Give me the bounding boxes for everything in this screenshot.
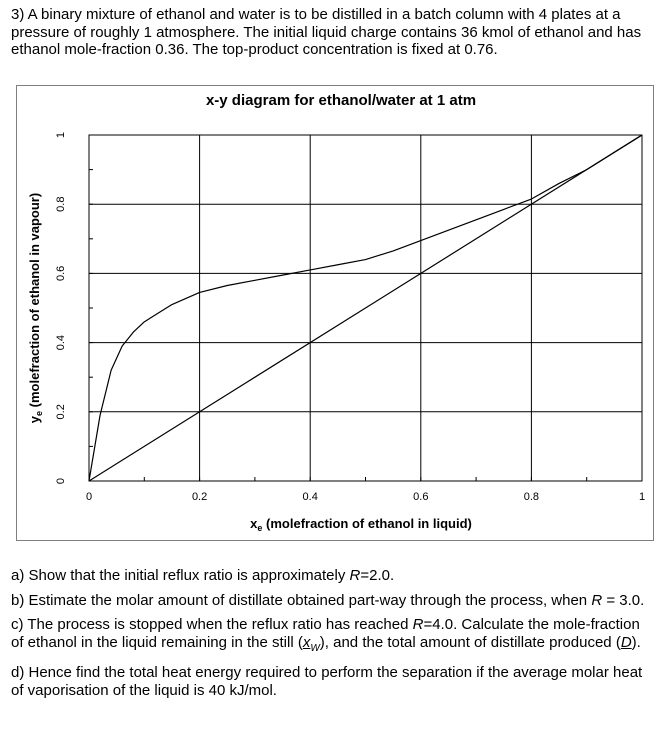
xy-diagram-chart: [17, 86, 655, 542]
question-a: [11, 567, 646, 585]
x-axis-label: [250, 516, 472, 533]
x-axis-label-var: x: [250, 516, 258, 531]
y-tick-label: 0.4: [55, 334, 67, 351]
x-axis-label-text: (molefraction of ethanol in liquid): [262, 516, 472, 531]
diagonal-line: [89, 135, 642, 481]
questions-section: [11, 567, 646, 707]
question-d: [11, 664, 646, 699]
question-c-D: D: [620, 633, 632, 651]
question-b-text: b) Estimate the molar amount of distillate obtained part-way through the process, when: [11, 591, 592, 609]
question-b-var: R: [591, 591, 603, 609]
problem-statement: [11, 6, 651, 59]
question-c-mid2: ), and the total amount of distillate produced (: [319, 633, 621, 651]
question-c-xw-main: x: [302, 633, 311, 651]
question-c-end: ).: [631, 633, 641, 651]
question-b: [11, 592, 646, 610]
x-axis-label-sub: e: [257, 523, 263, 533]
question-c: [11, 616, 646, 657]
y-tick-label: 1: [55, 131, 67, 139]
question-c-xw-sub: W: [310, 642, 320, 654]
x-tick-label: 0: [85, 491, 93, 503]
y-tick-label: 0: [55, 477, 67, 485]
y-tick-label: 0.2: [55, 404, 67, 420]
x-tick-label: 0.8: [523, 491, 540, 503]
question-a-end: =2.0.: [360, 567, 395, 584]
series-group: [89, 135, 642, 481]
y-tick-label: 0.6: [55, 265, 67, 282]
x-tick-label: 0.4: [302, 491, 318, 503]
question-c-text: c) The process is stopped when the reflux ratio has reached: [11, 616, 413, 634]
x-tick-label: 1: [638, 491, 646, 503]
question-c-mid1: =4.0. Calculate the mole-fraction of ethanol in the liquid remaining in the still (: [11, 616, 640, 651]
y-axis-label-var: y: [27, 415, 42, 424]
question-c-var: R: [412, 616, 424, 634]
question-c-xw: [302, 633, 320, 654]
question-d-text: d) Hence find the total heat energy required to perform the separation if the average molar heat of vaporisation of the liquid is 40 kJ/mol.: [11, 664, 643, 699]
problem-text: 3) A binary mixture of ethanol and water is to be distilled in a batch column with 4 plates at a pressure of roughly 1 atmosphere. The initial liquid charge contains 36 kmol of ethanol and has ethanol mole-fraction 0.36. The top-product concentration is fixed at 0.76.: [11, 6, 642, 59]
chart-title: x-y diagram for ethanol/water at 1 atm: [205, 92, 477, 109]
y-axis-label-sub: e: [34, 410, 44, 416]
x-tick-label: 0.2: [191, 491, 208, 503]
y-axis-label-text: (molefraction of ethanol in vapour): [27, 192, 42, 411]
chart-frame: [16, 85, 654, 541]
y-axis-label: [27, 193, 44, 423]
x-tick-label: 0.6: [413, 491, 429, 503]
question-a-text: a) Show that the initial reflux ratio is approximately: [11, 567, 350, 584]
question-b-end: = 3.0.: [602, 591, 645, 609]
question-a-var: R: [349, 567, 361, 584]
y-tick-label: 0.8: [55, 196, 67, 212]
